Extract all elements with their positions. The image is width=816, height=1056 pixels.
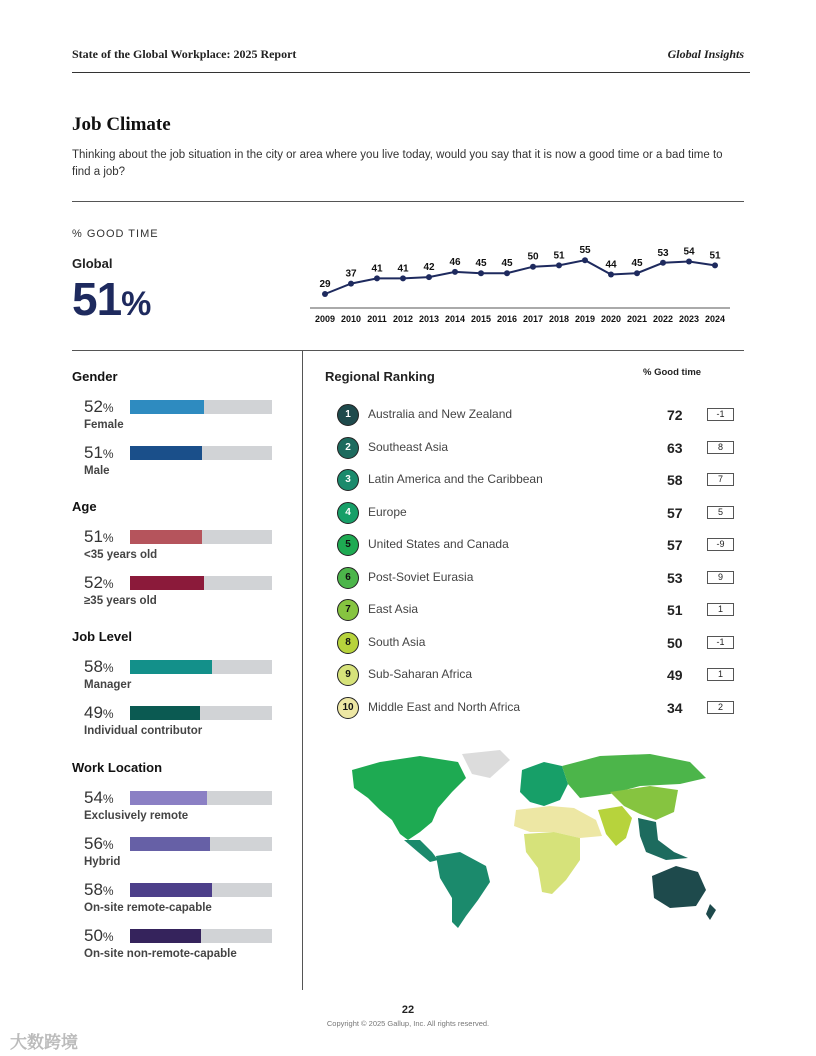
chart-x-tick-label: 2009 xyxy=(314,314,336,324)
chart-x-tick-label: 2023 xyxy=(678,314,700,324)
chart-data-label: 51 xyxy=(709,250,721,262)
demographic-bar-fill xyxy=(130,576,204,590)
demographic-bar-fill xyxy=(130,791,207,805)
map-southeast-asia xyxy=(638,818,688,860)
region-value: 49 xyxy=(667,667,683,683)
region-name: United States and Canada xyxy=(368,537,509,551)
map-europe xyxy=(520,762,568,806)
demographic-label: ≥35 years old xyxy=(84,595,157,607)
region-change-badge: 7 xyxy=(707,473,734,486)
rank-badge: 8 xyxy=(337,632,359,654)
demographic-value xyxy=(84,703,114,723)
regional-column-header: % Good time xyxy=(643,367,702,378)
demographic-value-unit: % xyxy=(102,884,114,898)
region-value: 53 xyxy=(667,569,683,586)
region-value: 58 xyxy=(667,472,683,488)
chart-x-tick-label: 2015 xyxy=(470,314,492,324)
demographic-value-number: 51 xyxy=(84,527,103,546)
chart-data-label: 29 xyxy=(319,279,331,290)
region-value: 57 xyxy=(667,537,683,553)
region-name: Australia and New Zealand xyxy=(368,407,513,421)
rank-badge: 2 xyxy=(337,437,359,459)
demographic-heading: Age xyxy=(72,499,97,514)
demographic-bar-fill xyxy=(130,400,204,414)
chart-x-tick-label: 2016 xyxy=(496,314,518,324)
demographic-label: Hybrid xyxy=(84,856,121,868)
demographic-bar-track xyxy=(130,660,272,674)
demographic-bar-fill xyxy=(130,929,201,943)
chart-point xyxy=(712,262,718,268)
chart-data-label: 45 xyxy=(501,258,513,270)
chart-data-label: 37 xyxy=(345,268,357,280)
rank-badge: 4 xyxy=(337,502,359,524)
global-value-number: 51 xyxy=(72,273,122,325)
demographic-value-unit: % xyxy=(102,707,114,721)
rank-badge: 9 xyxy=(337,664,359,686)
demographic-value xyxy=(84,834,114,854)
map-new-zealand xyxy=(706,904,716,920)
demographic-value-number: 54 xyxy=(84,788,103,807)
demographic-label: Manager xyxy=(84,679,132,691)
chart-x-tick-label: 2014 xyxy=(444,314,466,324)
demographic-bar-fill xyxy=(130,706,200,720)
chart-data-label: 50 xyxy=(527,251,539,263)
demographic-label: Male xyxy=(84,465,110,477)
demographic-label: On-site remote-capable xyxy=(84,902,212,914)
demographic-value xyxy=(84,397,114,417)
chart-x-tick-label: 2018 xyxy=(548,314,570,324)
demographic-value-number: 52 xyxy=(84,397,103,416)
map-south-asia xyxy=(598,806,632,846)
demographic-value-unit: % xyxy=(102,577,114,591)
demographic-value xyxy=(84,527,114,547)
divider xyxy=(72,350,744,351)
chart-point xyxy=(634,270,640,276)
region-name: Europe xyxy=(368,504,407,519)
chart-data-label: 45 xyxy=(475,258,487,270)
demographic-bar-track xyxy=(130,837,272,851)
chart-x-tick-label: 2013 xyxy=(418,314,440,324)
chart-point xyxy=(452,269,458,275)
world-map xyxy=(340,748,720,930)
demographic-heading: Work Location xyxy=(72,760,163,775)
chart-data-label: 53 xyxy=(657,247,669,259)
chart-series-line xyxy=(325,260,715,294)
header-rule xyxy=(72,72,750,73)
region-name: Sub-Saharan Africa xyxy=(368,667,473,681)
demographic-bar-track xyxy=(130,400,272,414)
region-value: 50 xyxy=(667,634,683,651)
page-title: Job Climate xyxy=(72,114,171,135)
chart-point xyxy=(556,262,562,268)
demographic-bar-track xyxy=(130,576,272,590)
demographic-heading: Gender xyxy=(72,369,118,384)
region-name: South Asia xyxy=(368,634,426,649)
region-name: Southeast Asia xyxy=(368,439,449,454)
regional-ranking-title: Regional Ranking xyxy=(325,369,435,384)
demographic-value-unit: % xyxy=(102,531,114,545)
demographic-value xyxy=(84,443,114,463)
global-value xyxy=(72,272,150,326)
demographic-label: On-site non-remote-capable xyxy=(84,948,237,960)
demographic-bar-track xyxy=(130,446,272,460)
chart-x-tick-label: 2011 xyxy=(367,314,387,324)
region-name: Post-Soviet Eurasia xyxy=(368,569,474,584)
demographic-value-unit: % xyxy=(102,401,114,415)
region-change-badge: -9 xyxy=(707,538,734,551)
chart-point xyxy=(686,259,692,265)
demographic-value-number: 50 xyxy=(84,926,103,945)
demographic-value-unit: % xyxy=(102,930,114,944)
chart-data-label: 42 xyxy=(423,262,435,274)
map-central-america xyxy=(404,840,438,862)
chart-x-tick-label: 2012 xyxy=(392,314,414,324)
divider xyxy=(72,201,744,202)
chart-data-label: 55 xyxy=(579,245,591,257)
demographic-label: <35 years old xyxy=(84,549,158,561)
demographic-value-unit: % xyxy=(102,447,114,461)
column-divider xyxy=(302,350,303,990)
region-value: 51 xyxy=(667,602,683,618)
region-name: Latin America and the Caribbean xyxy=(368,472,543,486)
chart-data-label: 41 xyxy=(371,263,383,275)
region-change-badge: 1 xyxy=(707,668,734,681)
chart-x-tick-label: 2024 xyxy=(704,314,726,324)
survey-question: Thinking about the job situation in the city or area where you live today, would you say that it is now a good time or a bad time to find a job? xyxy=(72,149,723,178)
chart-data-label: 51 xyxy=(553,250,565,262)
rank-badge: 3 xyxy=(337,469,359,491)
region-change-badge: -1 xyxy=(707,408,734,421)
copyright: Copyright © 2025 Gallup, Inc. All rights reserved. xyxy=(326,1019,490,1028)
rank-badge: 6 xyxy=(337,567,359,589)
chart-point xyxy=(348,281,354,287)
demographic-label: Exclusively remote xyxy=(84,810,189,822)
demographic-value-unit: % xyxy=(102,792,114,806)
demographic-bar-track xyxy=(130,883,272,897)
demographic-value xyxy=(84,880,114,900)
chart-point xyxy=(322,291,328,297)
rank-badge: 7 xyxy=(337,599,359,621)
chart-point xyxy=(400,275,406,281)
demographic-bar-track xyxy=(130,706,272,720)
map-south-america xyxy=(436,852,490,928)
demographic-value-number: 58 xyxy=(84,880,103,899)
chart-x-tick-label: 2019 xyxy=(574,314,596,324)
chart-x-tick-label: 2021 xyxy=(626,314,648,324)
demographic-bar-fill xyxy=(130,883,212,897)
demographic-label: Female xyxy=(84,419,124,431)
chart-point xyxy=(426,274,432,280)
demographic-bar-fill xyxy=(130,530,202,544)
demographic-value-number: 49 xyxy=(84,703,103,722)
trend-line-chart xyxy=(305,232,745,328)
chart-x-tick-label: 2022 xyxy=(652,314,674,324)
demographic-value xyxy=(84,926,114,946)
demographic-heading: Job Level xyxy=(72,629,132,644)
chart-data-label: 46 xyxy=(449,256,461,268)
region-change-badge: 5 xyxy=(707,506,734,519)
chart-point xyxy=(374,275,380,281)
page-number: 22 xyxy=(401,1004,415,1016)
global-label: Global xyxy=(72,256,113,271)
chart-point xyxy=(660,260,666,266)
global-value-unit: % xyxy=(121,285,151,323)
demographic-bar-track xyxy=(130,791,272,805)
demographic-value xyxy=(84,788,114,808)
chart-point xyxy=(478,270,484,276)
region-value: 63 xyxy=(667,439,683,456)
chart-data-label: 54 xyxy=(683,246,695,258)
demographic-value-number: 56 xyxy=(84,834,103,853)
chart-point xyxy=(504,270,510,276)
demographic-value-number: 51 xyxy=(84,443,103,462)
section-tag: Global Insights xyxy=(667,47,744,61)
map-sub-saharan-africa xyxy=(524,832,580,894)
metric-label: % GOOD TIME xyxy=(72,228,159,240)
chart-data-label: 45 xyxy=(631,258,643,270)
demographic-value xyxy=(84,573,114,593)
demographic-value-unit: % xyxy=(102,838,114,852)
demographic-bar-fill xyxy=(130,660,212,674)
chart-x-tick-label: 2020 xyxy=(600,314,622,324)
map-north-america xyxy=(352,756,466,840)
demographic-bar-fill xyxy=(130,446,202,460)
demographic-bar-fill xyxy=(130,837,210,851)
region-change-badge: -1 xyxy=(707,636,734,649)
demographic-label: Individual contributor xyxy=(84,725,203,737)
region-name: East Asia xyxy=(368,602,419,616)
region-change-badge: 1 xyxy=(707,603,734,616)
rank-badge: 5 xyxy=(337,534,359,556)
region-change-badge: 2 xyxy=(707,701,734,714)
demographic-bar-track xyxy=(130,929,272,943)
chart-data-label: 41 xyxy=(397,263,409,275)
watermark: 大数跨境 xyxy=(10,1033,78,1052)
chart-point xyxy=(530,264,536,270)
region-name: Middle East and North Africa xyxy=(368,699,521,714)
demographic-value-unit: % xyxy=(102,661,114,675)
chart-data-label: 44 xyxy=(605,259,617,271)
demographic-bar-track xyxy=(130,530,272,544)
region-value: 34 xyxy=(667,699,683,716)
region-value: 72 xyxy=(667,407,683,423)
demographic-value xyxy=(84,657,114,677)
chart-x-tick-label: 2010 xyxy=(340,314,362,324)
demographic-value-number: 58 xyxy=(84,657,103,676)
map-greenland xyxy=(462,750,510,778)
chart-point xyxy=(608,272,614,278)
chart-point xyxy=(582,257,588,263)
rank-badge: 1 xyxy=(337,404,359,426)
region-change-badge: 8 xyxy=(707,441,734,454)
report-title: State of the Global Workplace: 2025 Report xyxy=(72,47,297,61)
map-australia xyxy=(652,866,706,908)
chart-x-tick-label: 2017 xyxy=(522,314,544,324)
rank-badge: 10 xyxy=(337,697,359,719)
region-change-badge: 9 xyxy=(707,571,734,584)
region-value: 57 xyxy=(667,504,683,521)
demographic-value-number: 52 xyxy=(84,573,103,592)
